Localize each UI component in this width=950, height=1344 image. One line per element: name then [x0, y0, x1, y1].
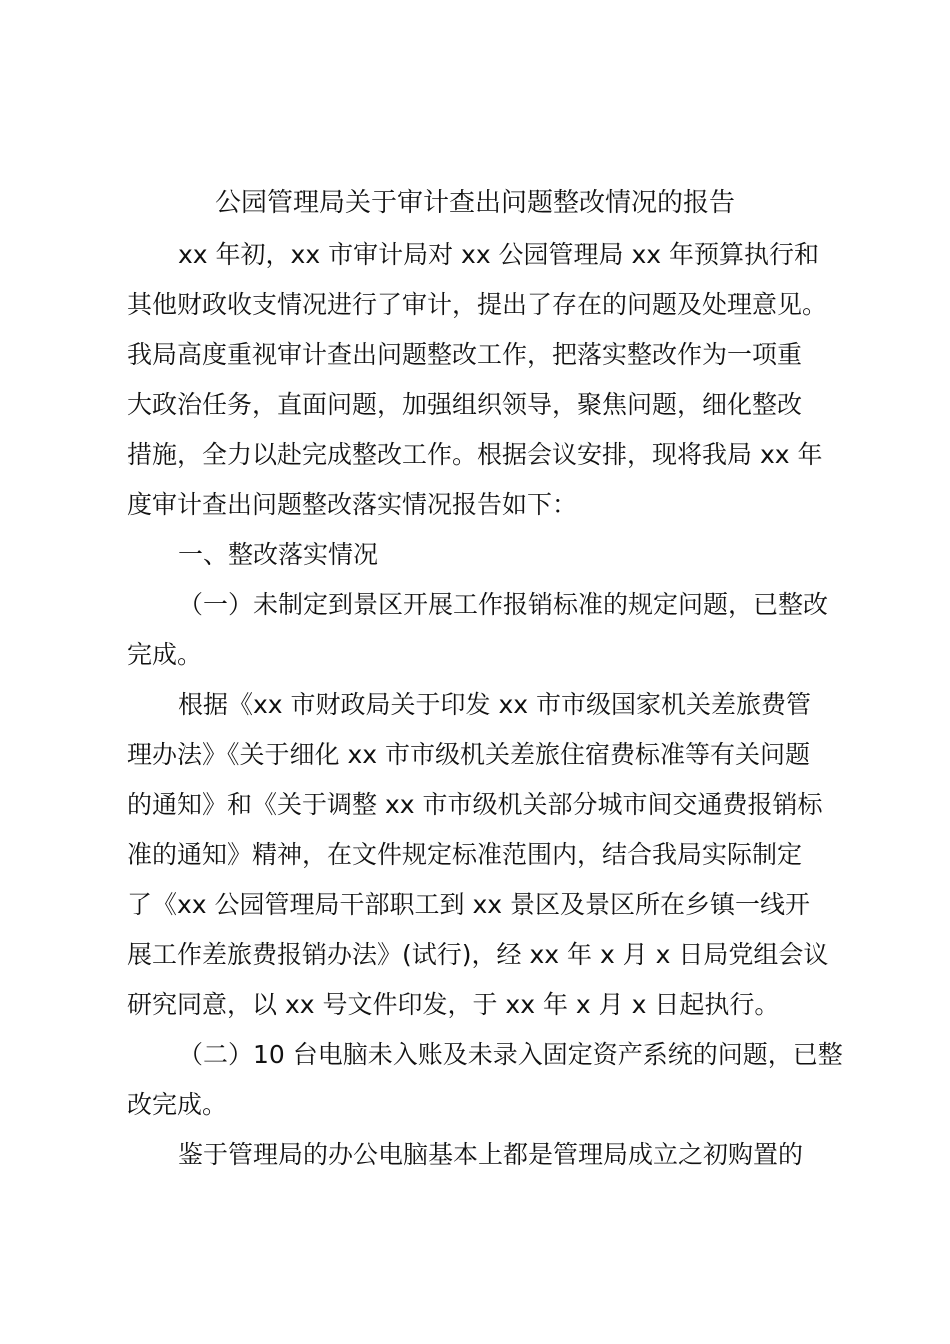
- subsection-heading: （二）10 台电脑未入账及未录入固定资产系统的问题，已整: [178, 1040, 843, 1069]
- paragraph-line: 了《xx 公园管理局干部职工到 xx 景区及景区所在乡镇一线开: [127, 890, 811, 919]
- subsection-heading-continued: 改完成。: [127, 1090, 228, 1119]
- paragraph-line: 鉴于管理局的办公电脑基本上都是管理局成立之初购置的: [178, 1140, 804, 1169]
- section-heading: 一、整改落实情况: [178, 540, 379, 569]
- subsection-heading: （一）未制定到景区开展工作报销标准的规定问题，已整改: [178, 590, 829, 619]
- document-title: 公园管理局关于审计查出问题整改情况的报告: [214, 188, 735, 218]
- subsection-heading-continued: 完成。: [127, 640, 203, 669]
- paragraph-line: 展工作差旅费报销办法》(试行)，经 xx 年 x 月 x 日局党组会议: [127, 940, 829, 969]
- paragraph-line: 的通知》和《关于调整 xx 市市级机关部分城市间交通费报销标: [127, 790, 823, 819]
- paragraph-line: 其他财政收支情况进行了审计，提出了存在的问题及处理意见。: [127, 290, 828, 319]
- paragraph-line: 措施，全力以赴完成整改工作。根据会议安排，现将我局 xx 年: [127, 440, 823, 469]
- paragraph-line: 大政治任务，直面问题，加强组织领导，聚焦问题，细化整改: [127, 390, 803, 419]
- paragraph-line: 研究同意，以 xx 号文件印发，于 xx 年 x 月 x 日起执行。: [127, 990, 780, 1019]
- paragraph-line: 准的通知》精神，在文件规定标准范围内，结合我局实际制定: [127, 840, 803, 869]
- paragraph-line: 我局高度重视审计查出问题整改工作，把落实整改作为一项重: [127, 340, 803, 369]
- paragraph-line: xx 年初，xx 市审计局对 xx 公园管理局 xx 年预算执行和: [178, 240, 820, 269]
- paragraph-line: 理办法》《关于细化 xx 市市级机关差旅住宿费标准等有关问题: [127, 740, 810, 769]
- paragraph-line: 度审计查出问题整改落实情况报告如下：: [127, 490, 578, 519]
- paragraph-line: 根据《xx 市财政局关于印发 xx 市市级国家机关差旅费管: [178, 690, 812, 719]
